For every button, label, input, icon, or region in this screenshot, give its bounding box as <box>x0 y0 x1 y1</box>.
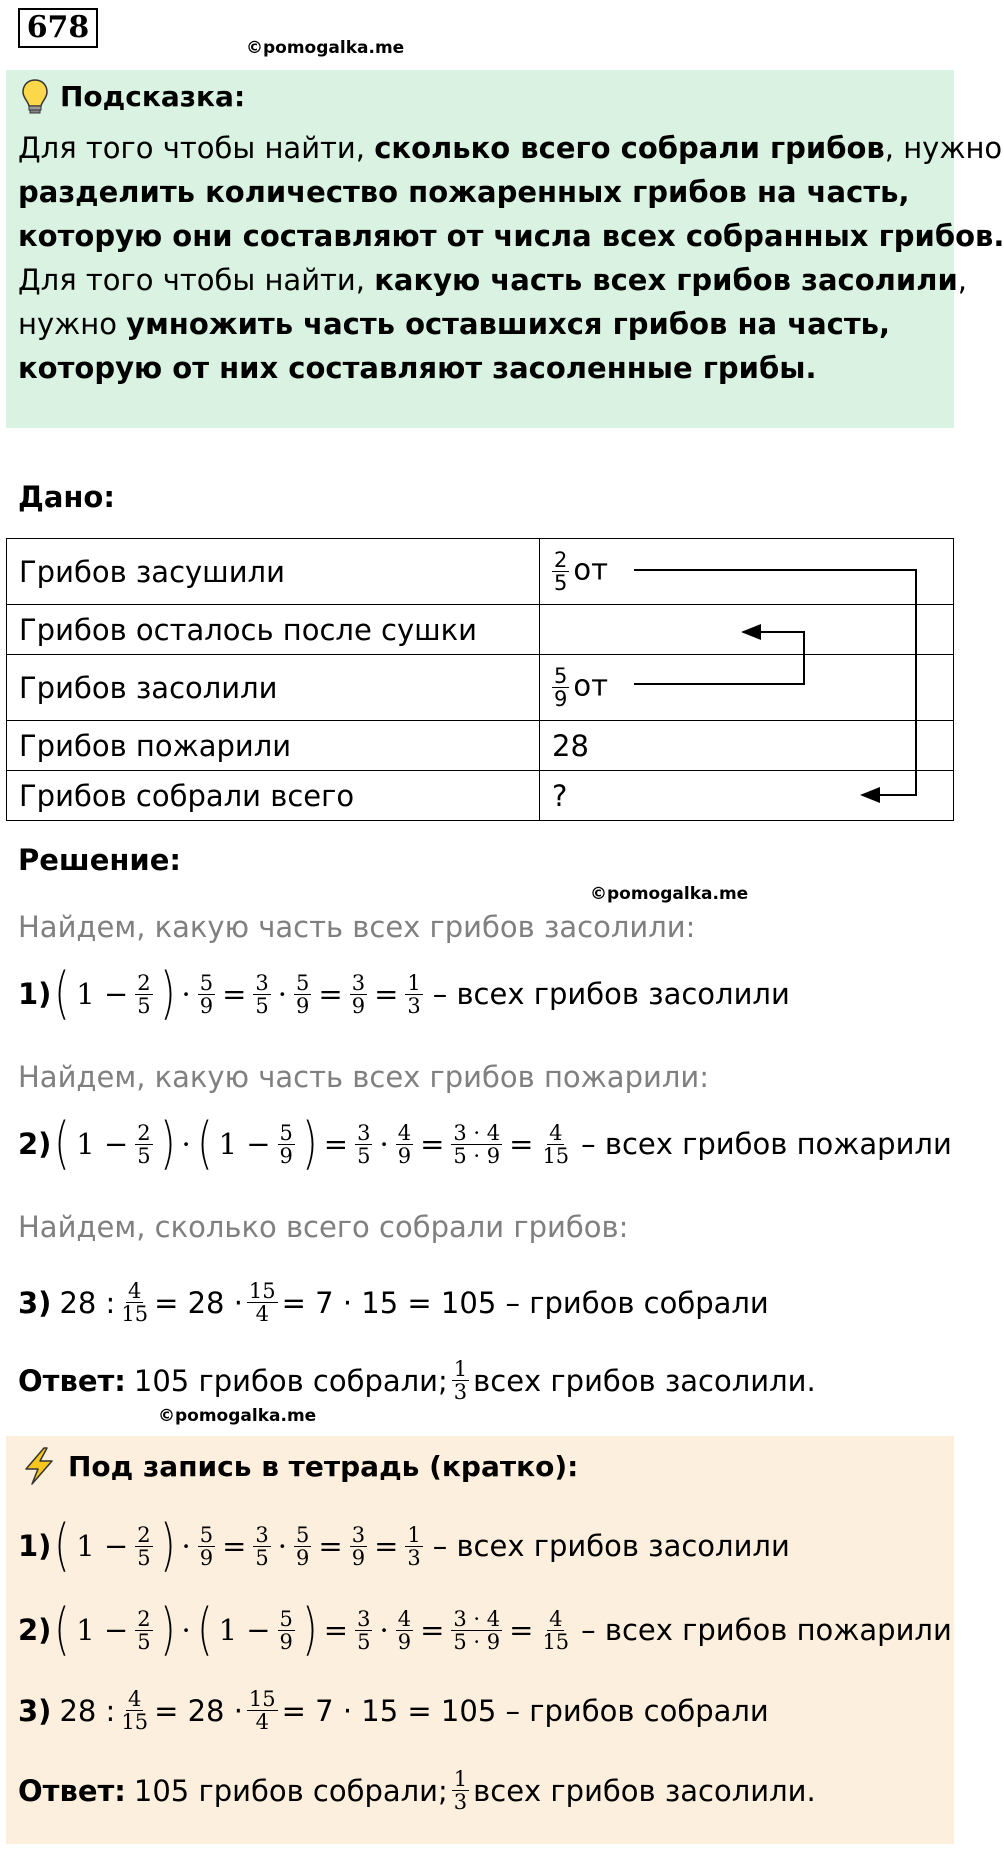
math-symbol: · <box>181 1529 191 1563</box>
watermark: ©pomogalka.me <box>246 38 405 58</box>
denominator: 9 <box>397 1143 412 1168</box>
fraction <box>198 1524 215 1569</box>
fraction <box>452 1768 469 1813</box>
denominator: 5 <box>137 993 151 1018</box>
equation-label: 1) <box>18 977 52 1011</box>
answer-line <box>18 1358 816 1403</box>
parenthesis: ( <box>196 1597 213 1662</box>
denominator: 5 · 9 <box>453 1143 501 1168</box>
solution-title: Решение: <box>18 843 182 877</box>
numerator: 4 <box>128 1687 142 1711</box>
hint-bold-text: сколько всего собрали грибов <box>374 131 885 165</box>
equation-tail: – всех грибов засолили <box>432 977 790 1011</box>
numerator: 3 · 4 <box>453 1120 501 1145</box>
parenthesis: ( <box>54 961 71 1026</box>
hint-bold-text: какую часть всех грибов засолили <box>374 263 958 297</box>
math-symbol: = <box>509 1127 534 1161</box>
fraction <box>198 972 215 1017</box>
fraction <box>396 1608 413 1653</box>
numerator: 4 <box>397 1606 412 1631</box>
fraction <box>294 1524 311 1569</box>
math-symbol: = <box>222 1529 247 1563</box>
denominator: 5 <box>554 571 568 595</box>
numerator: 1 <box>407 970 421 995</box>
denominator: 5 <box>357 1143 371 1168</box>
hint-text-segment: , нужно <box>884 131 1003 165</box>
answer-text: 105 грибов собрали; <box>133 1363 448 1398</box>
equation-tail: – всех грибов пожарили <box>581 1127 952 1161</box>
math-symbol: 1 − <box>76 1127 129 1161</box>
numerator: 3 <box>351 1522 366 1547</box>
math-symbol: · <box>181 1613 191 1647</box>
notebook-title <box>20 1446 578 1486</box>
hint-text-segment: Для того чтобы найти, <box>18 263 375 297</box>
fraction <box>355 1122 372 1167</box>
math-symbol: · <box>379 1613 389 1647</box>
denominator: 5 <box>137 1629 151 1654</box>
denominator: 5 <box>357 1629 371 1654</box>
denominator: 3 <box>407 1545 421 1570</box>
equation-text: = 7 · 15 = 105 – грибов собрали <box>281 1693 769 1728</box>
given-label: Грибов осталось после сушки <box>7 605 540 655</box>
given-arrows <box>0 0 960 850</box>
step2-text: Найдем, какую часть всех грибов пожарили: <box>18 1060 709 1094</box>
fraction <box>540 1608 571 1653</box>
equation-label: Ответ: <box>18 1363 126 1398</box>
denominator: 9 <box>351 993 366 1018</box>
numerator: 3 <box>255 970 269 995</box>
denominator: 3 <box>453 1380 468 1404</box>
arrow-dried-to-total <box>634 570 916 795</box>
equation-1 <box>18 961 790 1026</box>
math-symbol: = <box>374 977 399 1011</box>
numerator: 2 <box>554 548 568 572</box>
numerator: 15 <box>248 1687 276 1711</box>
math-symbol: 1 − <box>76 977 129 1011</box>
math-symbol: = <box>323 1613 349 1647</box>
equation-tail: – всех грибов пожарили <box>581 1613 952 1647</box>
problem-number: 678 <box>18 8 98 48</box>
parenthesis: ) <box>159 1111 176 1176</box>
step1-text: Найдем, какую часть всех грибов засолили: <box>18 910 696 944</box>
equation-label: 1) <box>18 1529 52 1563</box>
numerator: 1 <box>407 1522 421 1547</box>
numerator: 5 <box>279 1606 293 1631</box>
numerator: 5 <box>199 1522 214 1547</box>
math-symbol: = <box>374 1529 399 1563</box>
step3-text: Найдем, сколько всего собрали грибов: <box>18 1210 629 1244</box>
fraction <box>135 972 152 1017</box>
parenthesis: ( <box>54 1597 71 1662</box>
fraction <box>451 1122 502 1167</box>
parenthesis: ) <box>159 1597 176 1662</box>
equation-label: Ответ: <box>18 1773 126 1808</box>
denominator: 5 <box>255 993 269 1018</box>
numerator: 1 <box>453 1357 468 1381</box>
fraction <box>350 972 367 1017</box>
parenthesis: ( <box>196 1111 213 1176</box>
fraction <box>247 1280 278 1325</box>
parenthesis: ) <box>159 961 176 1026</box>
equation-2 <box>18 1111 952 1176</box>
equation-label: 3) <box>18 1693 52 1728</box>
math-symbol: 1 − <box>218 1613 271 1647</box>
hint-title-text: Подсказка: <box>60 80 246 113</box>
numerator: 2 <box>137 970 151 995</box>
hint-text-segment: Для того чтобы найти, <box>18 131 375 165</box>
numerator: 2 <box>137 1606 151 1631</box>
notebook-equation-1 <box>18 1513 790 1578</box>
math-symbol: 1 − <box>218 1127 271 1161</box>
parenthesis: ( <box>54 1513 71 1578</box>
math-symbol: = <box>420 1127 445 1161</box>
math-symbol: · <box>181 977 191 1011</box>
given-value-text: 28 <box>552 728 589 763</box>
parenthesis: ) <box>302 1597 318 1662</box>
fraction <box>135 1524 152 1569</box>
denominator: 9 <box>296 993 310 1018</box>
parenthesis: ) <box>159 1513 176 1578</box>
denominator: 9 <box>279 1143 293 1168</box>
fraction <box>405 972 422 1017</box>
arrow-salted-to-remaining <box>634 632 804 684</box>
notebook-title-text: Под запись в тетрадь (кратко): <box>68 1449 579 1483</box>
given-value-text: от <box>573 668 609 703</box>
fraction <box>135 1122 152 1167</box>
numerator: 5 <box>296 970 310 995</box>
fraction <box>119 1688 150 1733</box>
denominator: 5 · 9 <box>453 1629 501 1654</box>
numerator: 5 <box>279 1120 293 1145</box>
numerator: 1 <box>453 1767 468 1791</box>
denominator: 15 <box>121 1710 149 1734</box>
fraction <box>253 972 270 1017</box>
equation-label: 2) <box>18 1613 52 1647</box>
numerator: 3 <box>351 970 366 995</box>
fraction <box>278 1608 295 1653</box>
math-symbol: 1 − <box>76 1529 129 1563</box>
denominator: 9 <box>554 687 568 711</box>
denominator: 9 <box>351 1545 366 1570</box>
equation-3 <box>18 1280 769 1325</box>
denominator: 15 <box>542 1143 570 1168</box>
numerator: 2 <box>137 1120 151 1145</box>
numerator: 3 <box>357 1606 371 1631</box>
numerator: 4 <box>397 1120 412 1145</box>
given-value-text: ? <box>552 778 568 813</box>
numerator: 3 <box>255 1522 269 1547</box>
denominator: 4 <box>255 1302 269 1326</box>
denominator: 5 <box>255 1545 269 1570</box>
fraction <box>119 1280 150 1325</box>
denominator: 15 <box>121 1302 149 1326</box>
notebook-answer <box>18 1768 816 1813</box>
answer-text: 105 грибов собрали; <box>133 1773 448 1808</box>
denominator: 5 <box>137 1545 151 1570</box>
numerator: 4 <box>128 1279 142 1303</box>
hint-bold-text: которую от них составляют засоленные грибы. <box>18 351 817 385</box>
denominator: 3 <box>453 1790 468 1814</box>
watermark-3: ©pomogalka.me <box>158 1406 317 1426</box>
equation-text: = 28 · <box>154 1285 243 1320</box>
fraction <box>355 1608 372 1653</box>
given-label: Грибов пожарили <box>7 721 540 771</box>
denominator: 9 <box>296 1545 310 1570</box>
equation-text: = 28 · <box>154 1693 243 1728</box>
answer-tail: всех грибов засолили. <box>473 1363 816 1398</box>
numerator: 4 <box>549 1120 563 1145</box>
numerator: 15 <box>248 1279 276 1303</box>
equation-tail: – всех грибов засолили <box>432 1529 790 1563</box>
given-label: Грибов собрали всего <box>7 771 540 821</box>
watermark-2: ©pomogalka.me <box>590 884 749 904</box>
given-value-text: от <box>573 552 609 587</box>
equation-label: 3) <box>18 1285 52 1320</box>
equation-text: = 7 · 15 = 105 – грибов собрали <box>281 1285 769 1320</box>
parenthesis: ) <box>302 1111 318 1176</box>
hint-text-segment: , <box>957 263 967 297</box>
fraction <box>253 1524 270 1569</box>
given-title: Дано: <box>18 480 115 514</box>
notebook-equation-2 <box>18 1597 952 1662</box>
equation-label: 2) <box>18 1127 52 1161</box>
fraction <box>396 1122 413 1167</box>
fraction <box>540 1122 571 1167</box>
hint-bold-text: которую они составляют от числа всех собранных грибов. <box>18 219 1004 253</box>
math-symbol: = <box>420 1613 445 1647</box>
math-symbol: = <box>323 1127 349 1161</box>
numerator: 4 <box>549 1606 563 1631</box>
math-symbol: = <box>318 1529 343 1563</box>
numerator: 3 <box>357 1120 371 1145</box>
hint-text-segment: нужно <box>18 307 127 341</box>
fraction <box>247 1688 278 1733</box>
math-symbol: · <box>181 1127 191 1161</box>
numerator: 3 · 4 <box>453 1606 501 1631</box>
fraction <box>278 1122 295 1167</box>
denominator: 5 <box>137 1143 151 1168</box>
answer-tail: всех грибов засолили. <box>473 1773 816 1808</box>
equation-text: 28 : <box>59 1285 116 1320</box>
math-symbol: 1 − <box>76 1613 129 1647</box>
numerator: 5 <box>296 1522 310 1547</box>
numerator: 2 <box>137 1522 151 1547</box>
parenthesis: ( <box>54 1111 71 1176</box>
given-label: Грибов засолили <box>7 655 540 721</box>
equation-text: 28 : <box>59 1693 116 1728</box>
fraction <box>451 1608 502 1653</box>
denominator: 15 <box>542 1629 570 1654</box>
lightning-icon <box>20 1446 58 1486</box>
hint-bold-text: умножить часть оставшихся грибов на часть, <box>126 307 891 341</box>
numerator: 5 <box>554 664 568 688</box>
given-label: Грибов засушили <box>7 539 540 605</box>
fraction <box>350 1524 367 1569</box>
denominator: 3 <box>407 993 421 1018</box>
math-symbol: · <box>277 977 287 1011</box>
fraction <box>294 972 311 1017</box>
denominator: 9 <box>199 1545 214 1570</box>
math-symbol: = <box>509 1613 534 1647</box>
denominator: 9 <box>199 993 214 1018</box>
notebook-equation-3 <box>18 1688 769 1733</box>
denominator: 4 <box>255 1710 269 1734</box>
hint-bold-text: разделить количество пожаренных грибов на часть, <box>18 175 910 209</box>
math-symbol: = <box>222 977 247 1011</box>
math-symbol: · <box>277 1529 287 1563</box>
numerator: 5 <box>199 970 214 995</box>
denominator: 9 <box>279 1629 293 1654</box>
fraction <box>405 1524 422 1569</box>
fraction <box>135 1608 152 1653</box>
fraction <box>452 1358 469 1403</box>
math-symbol: · <box>379 1127 389 1161</box>
math-symbol: = <box>318 977 343 1011</box>
denominator: 9 <box>397 1629 412 1654</box>
